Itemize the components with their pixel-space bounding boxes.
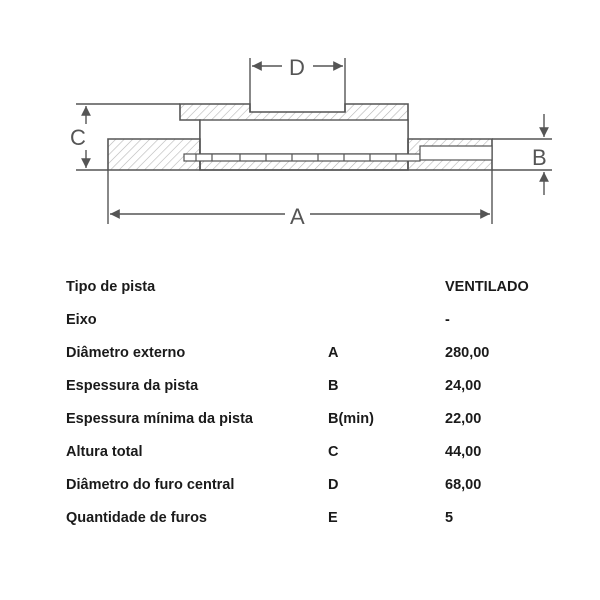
spec-code: C — [328, 444, 339, 460]
spec-code: E — [328, 510, 338, 526]
spec-code: B(min) — [328, 411, 374, 427]
spec-row-total-height — [66, 440, 566, 464]
disc-hat-inner — [200, 120, 408, 154]
ventilation-channel — [184, 154, 420, 161]
spec-row-center-hole-diameter — [66, 473, 566, 497]
spec-code: D — [328, 477, 339, 493]
spec-code: B — [328, 378, 339, 394]
spec-label: Diâmetro do furo central — [66, 477, 235, 493]
spec-label: Espessura mínima da pista — [66, 411, 253, 427]
spec-value: 280,00 — [445, 345, 490, 361]
dimension-a-label: A — [290, 204, 305, 229]
dimension-c-label: C — [70, 125, 86, 150]
brake-disc-diagram — [0, 0, 600, 240]
spec-value: 22,00 — [445, 411, 482, 427]
spec-value: - — [445, 312, 450, 328]
spec-row-min-thickness — [66, 407, 566, 431]
spec-row-track-thickness — [66, 374, 566, 398]
spec-value: 68,00 — [445, 477, 482, 493]
spec-label: Altura total — [66, 444, 143, 460]
spec-label: Eixo — [66, 312, 97, 328]
spec-code: A — [328, 345, 339, 361]
spec-value: 44,00 — [445, 444, 482, 460]
spec-label: Quantidade de furos — [66, 510, 207, 526]
spec-row-track-type — [66, 275, 566, 299]
spec-row-outer-diameter — [66, 341, 566, 365]
spec-label: Diâmetro externo — [66, 345, 186, 361]
spec-row-hole-count — [66, 506, 566, 530]
spec-value: 5 — [445, 510, 454, 526]
spec-label: Tipo de pista — [66, 279, 156, 295]
spec-label: Espessura da pista — [66, 378, 199, 394]
dimension-b-label: B — [532, 145, 547, 170]
spec-value: 24,00 — [445, 378, 482, 394]
spec-row-axle — [66, 308, 566, 332]
dimension-d-label: D — [289, 55, 305, 80]
spec-value: VENTILADO — [445, 279, 529, 295]
